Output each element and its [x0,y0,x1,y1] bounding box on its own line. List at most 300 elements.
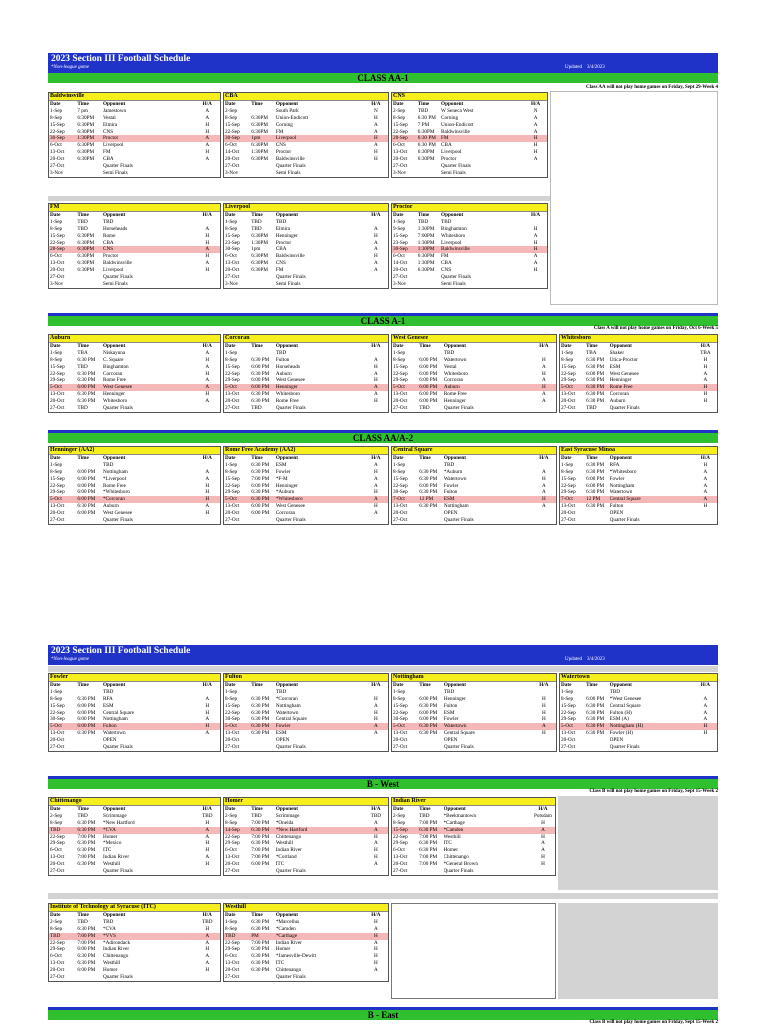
team-name: Fulton [224,674,388,682]
column-header: Time [251,806,263,812]
date-cell: 29-Sep [393,377,408,384]
table-row [224,517,388,524]
table-row [224,350,388,357]
opponent-cell: ESM [609,363,621,370]
date-cell: 20-Oct [225,861,240,868]
opponent-cell: Fulton [103,723,117,730]
home-away-cell: H [541,384,546,391]
opponent-cell: TBD [275,688,287,695]
opponent-cell: Quarter Finals [609,405,640,412]
table-row [49,737,220,744]
date-cell: 15-Sep [50,121,65,128]
table-row [49,861,220,868]
opponent-cell: Corcoran [103,370,123,377]
table-row [224,854,388,861]
date-cell: 13-Oct [225,854,240,861]
home-away-cell: A [373,128,378,135]
updated-date: 3/4/2023 [586,65,605,70]
column-header: Opponent [275,212,299,218]
time-cell: 6:00 PM [419,370,438,377]
time-cell [586,517,610,524]
home-away-cell [694,517,716,524]
home-away-cell [694,737,716,744]
home-away-cell: A [205,932,210,939]
home-away-cell [364,744,387,751]
opponent-cell: Indian River [275,847,302,854]
home-away-cell: H [373,932,378,939]
time-cell: 12 PM [586,496,601,503]
table-row [224,868,388,875]
time-cell: 6:30PM [251,253,268,260]
opponent-cell: Corcoran [443,377,464,384]
date-cell: 22-Sep [561,482,576,489]
time-cell: 6:30PM [251,260,268,267]
time-cell: 7:00 PM [77,854,96,861]
time-cell: 6:30 PM [586,702,605,709]
date-cell: 22-Sep [50,482,65,489]
table-row [560,730,717,737]
opponent-cell: Watertown [443,356,467,363]
home-away-cell: H [205,391,210,398]
time-cell [77,517,103,524]
time-cell: 6:30 PM [77,370,96,377]
table-row [224,469,388,476]
time-cell: 6:30 PM [586,398,605,405]
date-cell: 27-Oct [50,868,65,875]
home-away-cell [195,405,219,412]
column-header: H/A [538,806,548,812]
time-cell: 6:00 PM [251,510,270,517]
column-header: Opponent [443,682,467,688]
time-cell: 6:30 PM [77,695,96,702]
time-cell: 6:00 PM [251,482,270,489]
opponent-cell: Fulton [443,702,458,709]
table-row [49,226,220,233]
home-away-cell: H [373,716,378,723]
home-away-cell: H [205,847,210,854]
time-cell [251,737,276,744]
home-away-cell: H [205,482,210,489]
time-cell: 6:30PM [251,232,268,239]
date-cell: 8-Sep [50,925,63,932]
home-away-cell: H [373,960,378,967]
section-note: Class AA will not play home games on Friday, Sept 29-Week 4 [586,85,718,90]
time-cell: 6:30 PM [77,391,96,398]
opponent-cell: Baldwinsville [441,246,470,253]
table-row [392,115,547,122]
time-cell [586,689,610,696]
table-row [224,135,388,142]
time-cell: 7:00 PM [419,854,438,861]
opponent-cell: Quarter Finals [275,274,306,281]
time-cell [586,744,610,751]
table-row [49,149,220,156]
opponent-cell: Liverpool [103,267,124,274]
time-cell: 6:30PM [77,267,95,274]
team-name: Corcoran [224,335,388,343]
time-cell [251,350,276,357]
home-away-cell: A [703,468,708,475]
date-cell: 13-Oct [561,730,576,737]
time-cell: TBD [77,363,88,370]
date-cell: 29-Sep [561,377,576,384]
team-schedule-table [559,334,718,413]
date-cell: 22-Sep [225,128,240,135]
home-away-cell: A [205,384,210,391]
column-header: Opponent [275,343,299,349]
opponent-cell: Auburn [275,370,292,377]
time-cell [419,689,444,696]
home-away-cell: A [373,225,378,232]
table-row [224,710,388,717]
opponent-cell: Whitesboro [275,391,301,398]
table-row [224,820,388,827]
time-cell: 6:00 PM [77,489,96,496]
time-cell: 6:00 PM [251,384,270,391]
table-row [392,260,547,267]
opponent-cell: Corning [441,114,459,121]
opponent-cell: Quarter Finals [443,868,474,875]
column-header: H/A [700,455,711,461]
date-cell: 27-Oct [50,405,65,412]
opponent-cell: *Carthage [443,819,465,826]
opponent-cell: *Corcoran [103,496,125,503]
home-away-cell [195,689,219,696]
opponent-cell: Quarter Finals [103,974,133,981]
opponent-cell: Henninger [443,398,466,405]
date-cell: 15-Sep [225,702,240,709]
column-header: Date [225,343,236,349]
opponent-cell: Chittenango [103,953,129,960]
opponent-cell: Rome Free [443,391,467,398]
team-schedule-table [391,334,557,413]
date-cell: 22-Sep [225,482,240,489]
time-cell [77,170,103,177]
opponent-cell: Indian River [103,854,130,861]
time-cell: 6:30PM [77,260,95,267]
time-cell [77,689,103,696]
column-header: Date [561,682,572,688]
team-schedule-table [223,334,389,413]
home-away-cell: A [541,391,546,398]
table-row [392,723,556,730]
time-cell: 6:30PM [77,232,95,239]
date-cell: 15-Sep [225,121,240,128]
table-row [49,108,220,115]
opponent-cell: Quarter Finals [103,744,133,751]
time-cell: 6:30PM [77,239,95,246]
home-away-cell: H [541,356,546,363]
time-cell: 6:30 PM [251,695,270,702]
team-schedule-table [48,903,221,982]
opponent-cell: OPEN [275,737,290,744]
table-row [49,233,220,240]
date-cell: 8-Sep [393,114,406,121]
opponent-cell: Whitesboro [443,370,469,377]
time-cell: 6:30 PM [586,503,605,510]
date-cell: 27-Oct [561,517,576,524]
date-cell: 28-Sep [50,246,65,253]
home-away-cell: H [205,496,210,503]
team-schedule-table [223,203,389,289]
table-row [49,854,220,861]
section-header: B - East [48,1007,718,1020]
team-schedule-table [48,673,221,752]
table-row [560,703,717,710]
time-cell [251,274,276,281]
team-name: Nottingham [392,674,556,682]
opponent-cell: Quarter Finals [443,405,474,412]
time-cell: 6:30 PM [251,461,270,468]
time-cell: 6:30 PM [586,723,605,730]
opponent-cell: *Liverpool [103,475,127,482]
date-cell: 13-Oct [50,854,65,861]
column-header: Date [50,455,61,461]
team-name: Fowler [49,674,220,682]
opponent-cell: TBD [443,349,455,356]
time-cell [77,274,103,281]
column-header: H/A [700,682,711,688]
opponent-cell: Quarter Finals [103,274,133,281]
column-header: Date [561,455,572,461]
home-away-cell: A [533,156,538,163]
opponent-cell: Fowler (H) [609,730,633,737]
table-row [49,716,220,723]
team-name: Indian River [392,798,555,806]
table-row [224,274,388,281]
home-away-cell: H [533,225,538,232]
opponent-cell: *General Brown [443,861,478,868]
table-header-row [392,101,547,108]
column-header: Time [586,682,598,688]
column-header: Time [77,912,89,918]
non-league-note: *Non-league game [51,65,89,70]
time-cell: 7:00 PM [419,861,438,868]
table-header-row [49,101,220,108]
date-cell: 8-Sep [50,695,63,702]
table-row [224,149,388,156]
column-header: Time [417,212,430,218]
date-cell: 22-Sep [393,482,408,489]
table-row [49,960,220,967]
table-row [49,868,220,875]
home-away-cell: H [703,398,708,405]
table-row [392,503,556,510]
date-cell: 8-Sep [50,114,63,121]
home-away-cell: H [541,833,545,840]
table-header-row [224,806,388,813]
home-away-cell [195,737,219,744]
team-schedule-table [48,334,221,413]
opponent-cell: Westhill [103,861,121,868]
time-cell [419,350,444,357]
date-cell: 1-Sep [225,218,238,225]
column-header: Opponent [609,455,632,461]
date-cell: 3-Nov [50,169,64,176]
team-schedule-table [223,903,389,982]
home-away-cell: A [205,156,210,163]
table-row [49,267,220,274]
non-league-note: *Non-league game [51,657,89,662]
column-header: Opponent [441,212,464,218]
table-row [224,246,388,253]
table-header-row [224,343,388,350]
opponent-cell: West Genesee [609,370,639,377]
table-row [224,170,388,177]
time-cell [251,517,276,524]
home-away-cell: A [373,826,378,833]
time-cell: 6:30PM [251,156,268,163]
opponent-cell: *Mexico [103,840,122,847]
home-away-cell: A [205,142,210,149]
home-away-cell [364,974,387,981]
date-cell: 15-Sep [393,702,408,709]
table-row [392,267,547,274]
time-cell: 6:30 PM [251,918,270,925]
time-cell: 7 PM [417,121,430,128]
date-cell: 8-Sep [393,819,406,826]
column-header: Time [251,101,263,107]
column-header: Opponent [103,912,126,918]
updated-date: 3/4/2023 [586,657,605,662]
home-away-cell: A [373,356,378,363]
table-row [224,384,388,391]
team-schedule-table [223,92,389,178]
opponent-cell: Fulton (H) [609,709,632,716]
table-row [392,108,547,115]
team-schedule-table [48,203,221,289]
opponent-cell: Horseheads [275,363,301,370]
column-header: Date [393,806,404,812]
time-cell: 6:30 PM [417,142,436,149]
home-away-cell [195,170,219,177]
time-cell: TBD [251,218,262,225]
time-cell: 6:00 PM [251,503,270,510]
date-cell: 22-Sep [393,370,408,377]
opponent-cell: FM [441,135,449,142]
table-row [224,933,388,940]
table-row [224,940,388,947]
opponent-cell: Nottingham [275,702,301,709]
date-cell: 20-Oct [50,267,65,274]
time-cell: 1:30PM [251,149,268,156]
home-away-cell: A [373,967,378,974]
opponent-cell: OPEN [443,737,458,744]
date-cell: 30-Sep [225,246,240,253]
date-cell: 5-Oct [393,384,405,391]
home-away-cell [364,737,387,744]
table-row [392,156,547,163]
opponent-cell: Scrimmage [275,812,300,819]
table-row [49,274,220,281]
date-cell: 13-Oct [225,260,240,267]
column-header: Date [393,212,404,218]
home-away-cell: H [373,918,378,925]
column-header: Opponent [103,455,126,461]
time-cell: 6:30 PM [419,826,438,833]
time-cell: 1pm [251,135,261,142]
table-row [49,391,220,398]
home-away-cell: A [205,826,210,833]
date-cell: 13-Oct [50,260,65,267]
time-cell: TBD [77,405,88,412]
opponent-cell: Homer [103,833,118,840]
column-header: Time [586,455,598,461]
time-cell: TBD [77,225,88,232]
opponent-cell: Corning [275,121,293,128]
opponent-cell: Quarter Finals [275,405,306,412]
time-cell: TBD [417,218,429,225]
table-row [49,469,220,476]
table-header-row [392,343,556,350]
home-away-cell [364,274,387,281]
table-row [392,142,547,149]
time-cell: 6:30PM [417,149,435,156]
opponent-cell: Baldwinsville [441,128,470,135]
opponent-cell: Henninger [275,232,298,239]
table-row [49,398,220,405]
opponent-cell: ESM (A) [609,716,629,723]
column-header: Date [50,682,61,688]
time-cell: 6:00 PM [77,709,96,716]
opponent-cell: TBD [103,218,114,225]
table-row [49,827,220,834]
time-cell [251,163,276,170]
time-cell: TBD [77,812,88,819]
opponent-cell: *Adirondack [103,939,131,946]
table-row [49,129,220,136]
time-cell: 6:30 PM [251,946,270,953]
table-row [560,696,717,703]
time-cell: 7:00 PM [251,847,270,854]
home-away-cell: TBD [202,812,213,819]
time-cell: 6:30 PM [586,356,605,363]
table-row [224,496,388,503]
table-row [49,384,220,391]
date-cell: 6-Oct [393,142,405,149]
column-header: H/A [700,343,711,349]
date-cell: 23-Sep [393,239,408,246]
time-cell: 6:30PM [417,253,435,260]
time-cell: TBA [77,349,88,356]
date-cell: 27-Oct [393,868,408,875]
table-row [49,847,220,854]
home-away-cell: TBA [700,349,711,356]
home-away-cell [694,510,716,517]
time-cell: 6:00 PM [77,716,96,723]
table-row [49,476,220,483]
team-name: West Genesee [392,335,556,343]
table-row [224,730,388,737]
home-away-cell: H [205,232,210,239]
home-away-cell [364,868,387,875]
opponent-cell: Nottingham (H) [609,723,643,730]
table-row [560,689,717,696]
home-away-cell [532,510,555,517]
table-row [224,226,388,233]
home-away-cell: H [205,253,210,260]
time-cell: 6:00 PM [419,716,438,723]
opponent-cell: Binghamton [441,225,467,232]
team-name: Westhill [224,904,388,912]
date-cell: 29-Sep [225,489,240,496]
home-away-cell: H [541,496,546,503]
home-away-cell: H [541,716,546,723]
time-cell: 6:30 PM [417,135,436,142]
table-row [392,135,547,142]
opponent-cell: Homer [443,847,458,854]
date-cell: 22-Sep [50,370,65,377]
